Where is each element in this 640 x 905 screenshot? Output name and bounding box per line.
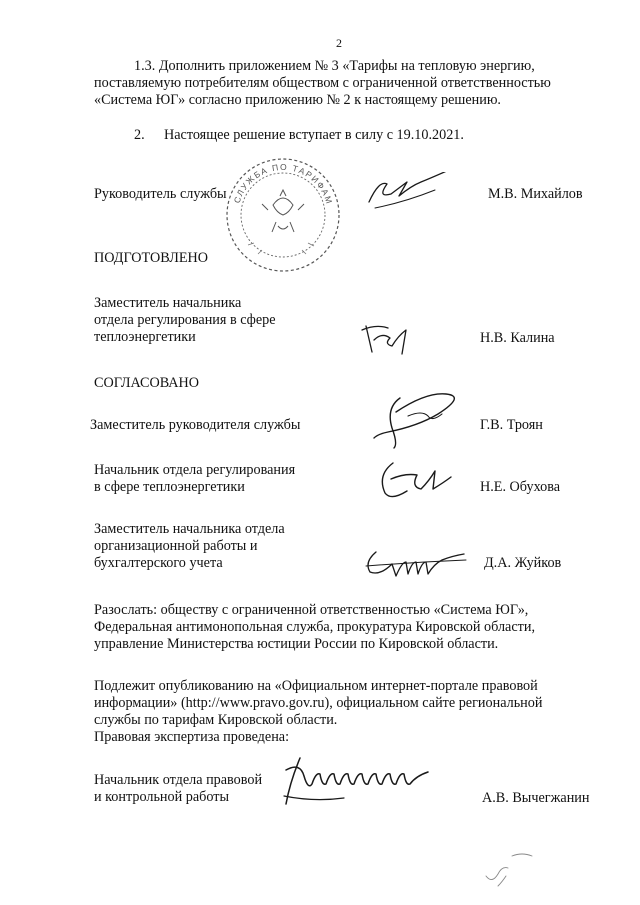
agreed-signer-position-line: бухгалтерского учета [94, 555, 223, 571]
clause-2-number: 2. [134, 127, 145, 143]
agreed-signer-signature [370, 378, 470, 452]
agreed-signer-position-line: организационной работы и [94, 538, 258, 554]
agreed-signer-name: Д.А. Жуйков [484, 555, 562, 571]
margin-scribble [478, 846, 538, 890]
head-signature [365, 172, 455, 212]
agreed-signer-position [94, 462, 295, 496]
prepared-heading: ПОДГОТОВЛЕНО [94, 250, 208, 266]
publication-line: информации» (http://www.pravo.gov.ru), официальном сайте региональной [94, 695, 543, 711]
distribution-block [94, 602, 598, 653]
agreed-signer-position-line: Заместитель начальника отдела [94, 521, 285, 537]
publication-line: службы по тарифам Кировской области. [94, 712, 338, 728]
prepared-position-line: Заместитель начальника [94, 295, 242, 311]
clause-1-3-line: 1.3. Дополнить приложением № 3 «Тарифы на тепловую энергию, [134, 58, 535, 74]
prepared-position [94, 295, 276, 346]
prepared-position-line: теплоэнергетики [94, 329, 196, 345]
publication-line: Подлежит опубликованию на «Официальном интернет-портале правовой [94, 678, 538, 694]
legal-position [94, 772, 262, 806]
agreed-signer-name: Г.В. Троян [480, 417, 543, 433]
agreed-signer-position: Заместитель руководителя службы [90, 417, 301, 433]
prepared-position-line: отдела регулирования в сфере [94, 312, 276, 328]
legal-name: А.В. Вычегжанин [482, 790, 590, 806]
distribution-line: управление Министерства юстиции России по Кировской области. [94, 636, 499, 652]
distribution-line: Разослать: обществу с ограниченной ответственностью «Система ЮГ», [94, 602, 529, 618]
agreed-signer-position-line: Начальник отдела регулирования [94, 462, 296, 478]
prepared-name: Н.В. Калина [480, 330, 555, 346]
legal-position-line: и контрольной работы [94, 789, 229, 805]
legal-signature [278, 752, 468, 812]
agreed-signer-position [94, 521, 285, 572]
agreed-signer-signature [362, 544, 482, 580]
agreed-signer-name: Н.Е. Обухова [480, 479, 561, 495]
svg-text:СЛУЖБА ПО ТАРИФАМ: СЛУЖБА ПО ТАРИФАМ [231, 161, 335, 206]
distribution-line: Федеральная антимонопольная служба, прокуратура Кировской области, [94, 619, 535, 635]
page-number: 2 [336, 36, 342, 50]
official-seal [218, 150, 348, 280]
head-position: Руководитель службы [94, 186, 227, 202]
clause-1-3-line: «Система ЮГ» согласно приложению № 2 к настоящему решению. [94, 92, 501, 108]
publication-block [94, 678, 598, 746]
agreed-signer-signature [373, 455, 463, 505]
legal-position-line: Начальник отдела правовой [94, 772, 263, 788]
clause-1-3 [94, 58, 598, 109]
publication-line: Правовая экспертиза проведена: [94, 729, 290, 745]
head-name: М.В. Михайлов [488, 186, 583, 202]
prepared-signature [360, 318, 430, 358]
agreed-signer-position-line: в сфере теплоэнергетики [94, 479, 245, 495]
clause-2-text: Настоящее решение вступает в силу с 19.10.2021. [164, 127, 464, 143]
agreed-heading: СОГЛАСОВАНО [94, 375, 200, 391]
clause-1-3-line: поставляемую потребителям обществом с ограниченной ответственностью [94, 75, 551, 91]
